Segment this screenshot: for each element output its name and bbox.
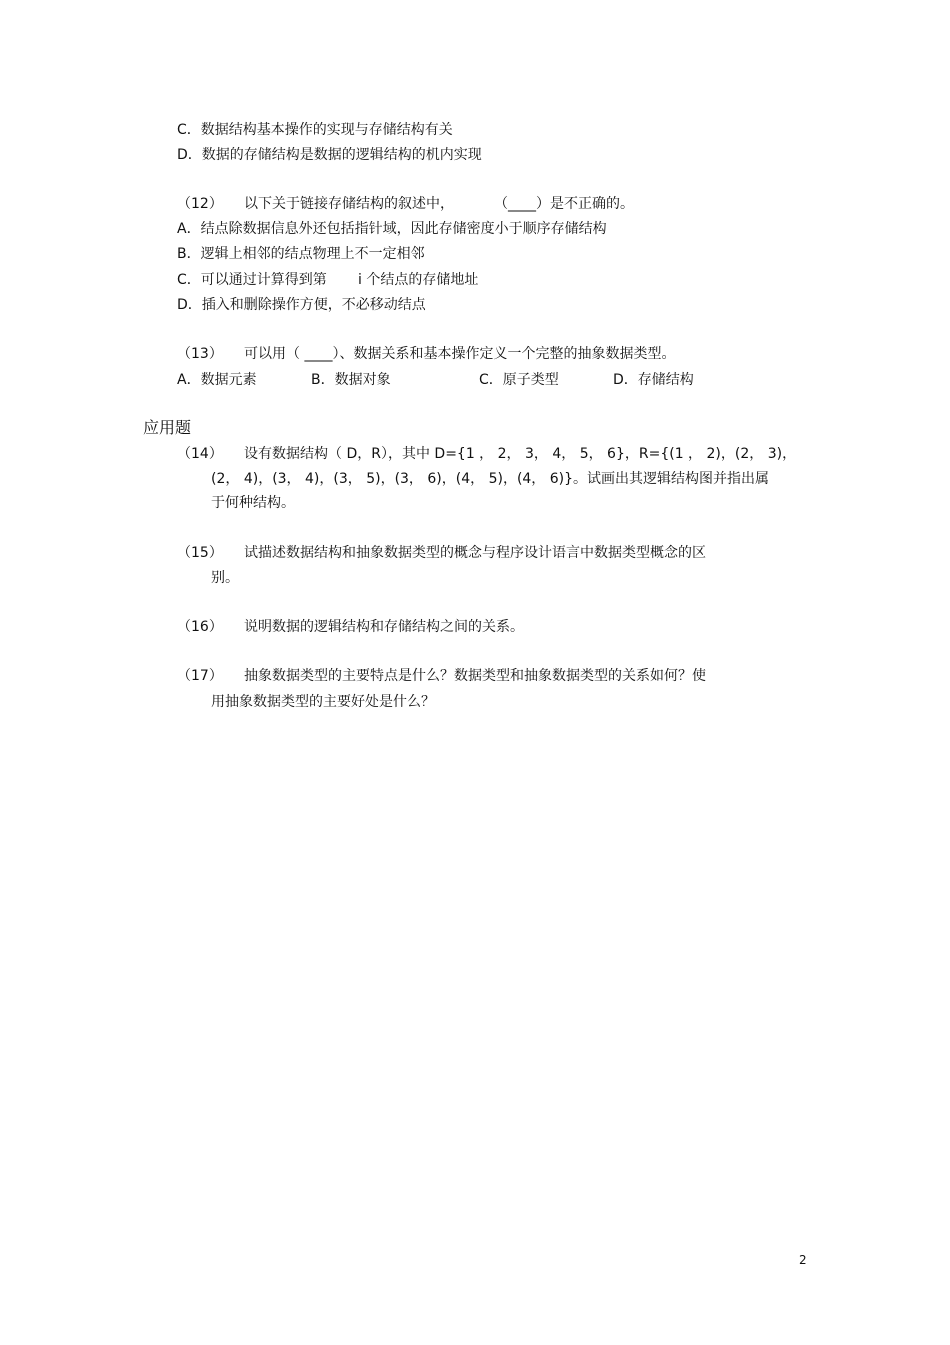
- q14-line1: 设有数据结构（ D，R），其中 D={1 ， 2， 3， 4， 5， 6}，R={(1 ， 2)，(2， 3)，: [244, 446, 797, 462]
- q15-number: （15）: [177, 545, 223, 561]
- q13-option-d: D．存储结构: [613, 372, 694, 388]
- q16-number: （16）: [177, 619, 223, 635]
- q12-option-c-part2: i 个结点的存储地址: [358, 272, 479, 288]
- q13-option-c: C．原子类型: [479, 372, 559, 388]
- section-heading: 应用题: [143, 418, 192, 437]
- q12-option-c-part1: C．可以通过计算得到第: [177, 272, 327, 288]
- q13-option-a: A．数据元素: [177, 372, 257, 388]
- q16-line1: 说明数据的逻辑结构和存储结构之间的关系。: [244, 619, 524, 635]
- q12-blank: （____）是不正确的。: [494, 196, 634, 212]
- q15-line2: 别。: [211, 570, 239, 586]
- q13-option-b: B．数据对象: [311, 372, 391, 388]
- q17-number: （17）: [177, 668, 223, 684]
- q12-option-a: A．结点除数据信息外还包括指针域，因此存储密度小于顺序存储结构: [177, 221, 607, 237]
- q17-line2: 用抽象数据类型的主要好处是什么？: [211, 694, 435, 710]
- q11-option-c: C．数据结构基本操作的实现与存储结构有关: [177, 122, 453, 138]
- q15-line1: 试描述数据结构和抽象数据类型的概念与程序设计语言中数据类型概念的区: [244, 545, 706, 561]
- q12-option-d: D．插入和删除操作方便，不必移动结点: [177, 297, 426, 313]
- q14-line2: (2， 4)，(3， 4)，(3， 5)，(3， 6)，(4， 5)，(4， 6)}。试画出其逻辑结构图并指出属: [211, 471, 770, 487]
- q12-option-b: B．逻辑上相邻的结点物理上不一定相邻: [177, 246, 425, 262]
- page-number: 2: [799, 1253, 807, 1267]
- q14-number: （14）: [177, 446, 223, 462]
- q13-number: （13）: [177, 346, 223, 362]
- q12-stem: 以下关于链接存储结构的叙述中，: [244, 196, 454, 212]
- q14-line3: 于何种结构。: [211, 495, 295, 511]
- q12-number: （12）: [177, 196, 223, 212]
- q11-option-d: D．数据的存储结构是数据的逻辑结构的机内实现: [177, 147, 482, 163]
- q17-line1: 抽象数据类型的主要特点是什么？数据类型和抽象数据类型的关系如何？使: [244, 668, 706, 684]
- q13-stem: 可以用（ ____）、数据关系和基本操作定义一个完整的抽象数据类型。: [244, 346, 676, 362]
